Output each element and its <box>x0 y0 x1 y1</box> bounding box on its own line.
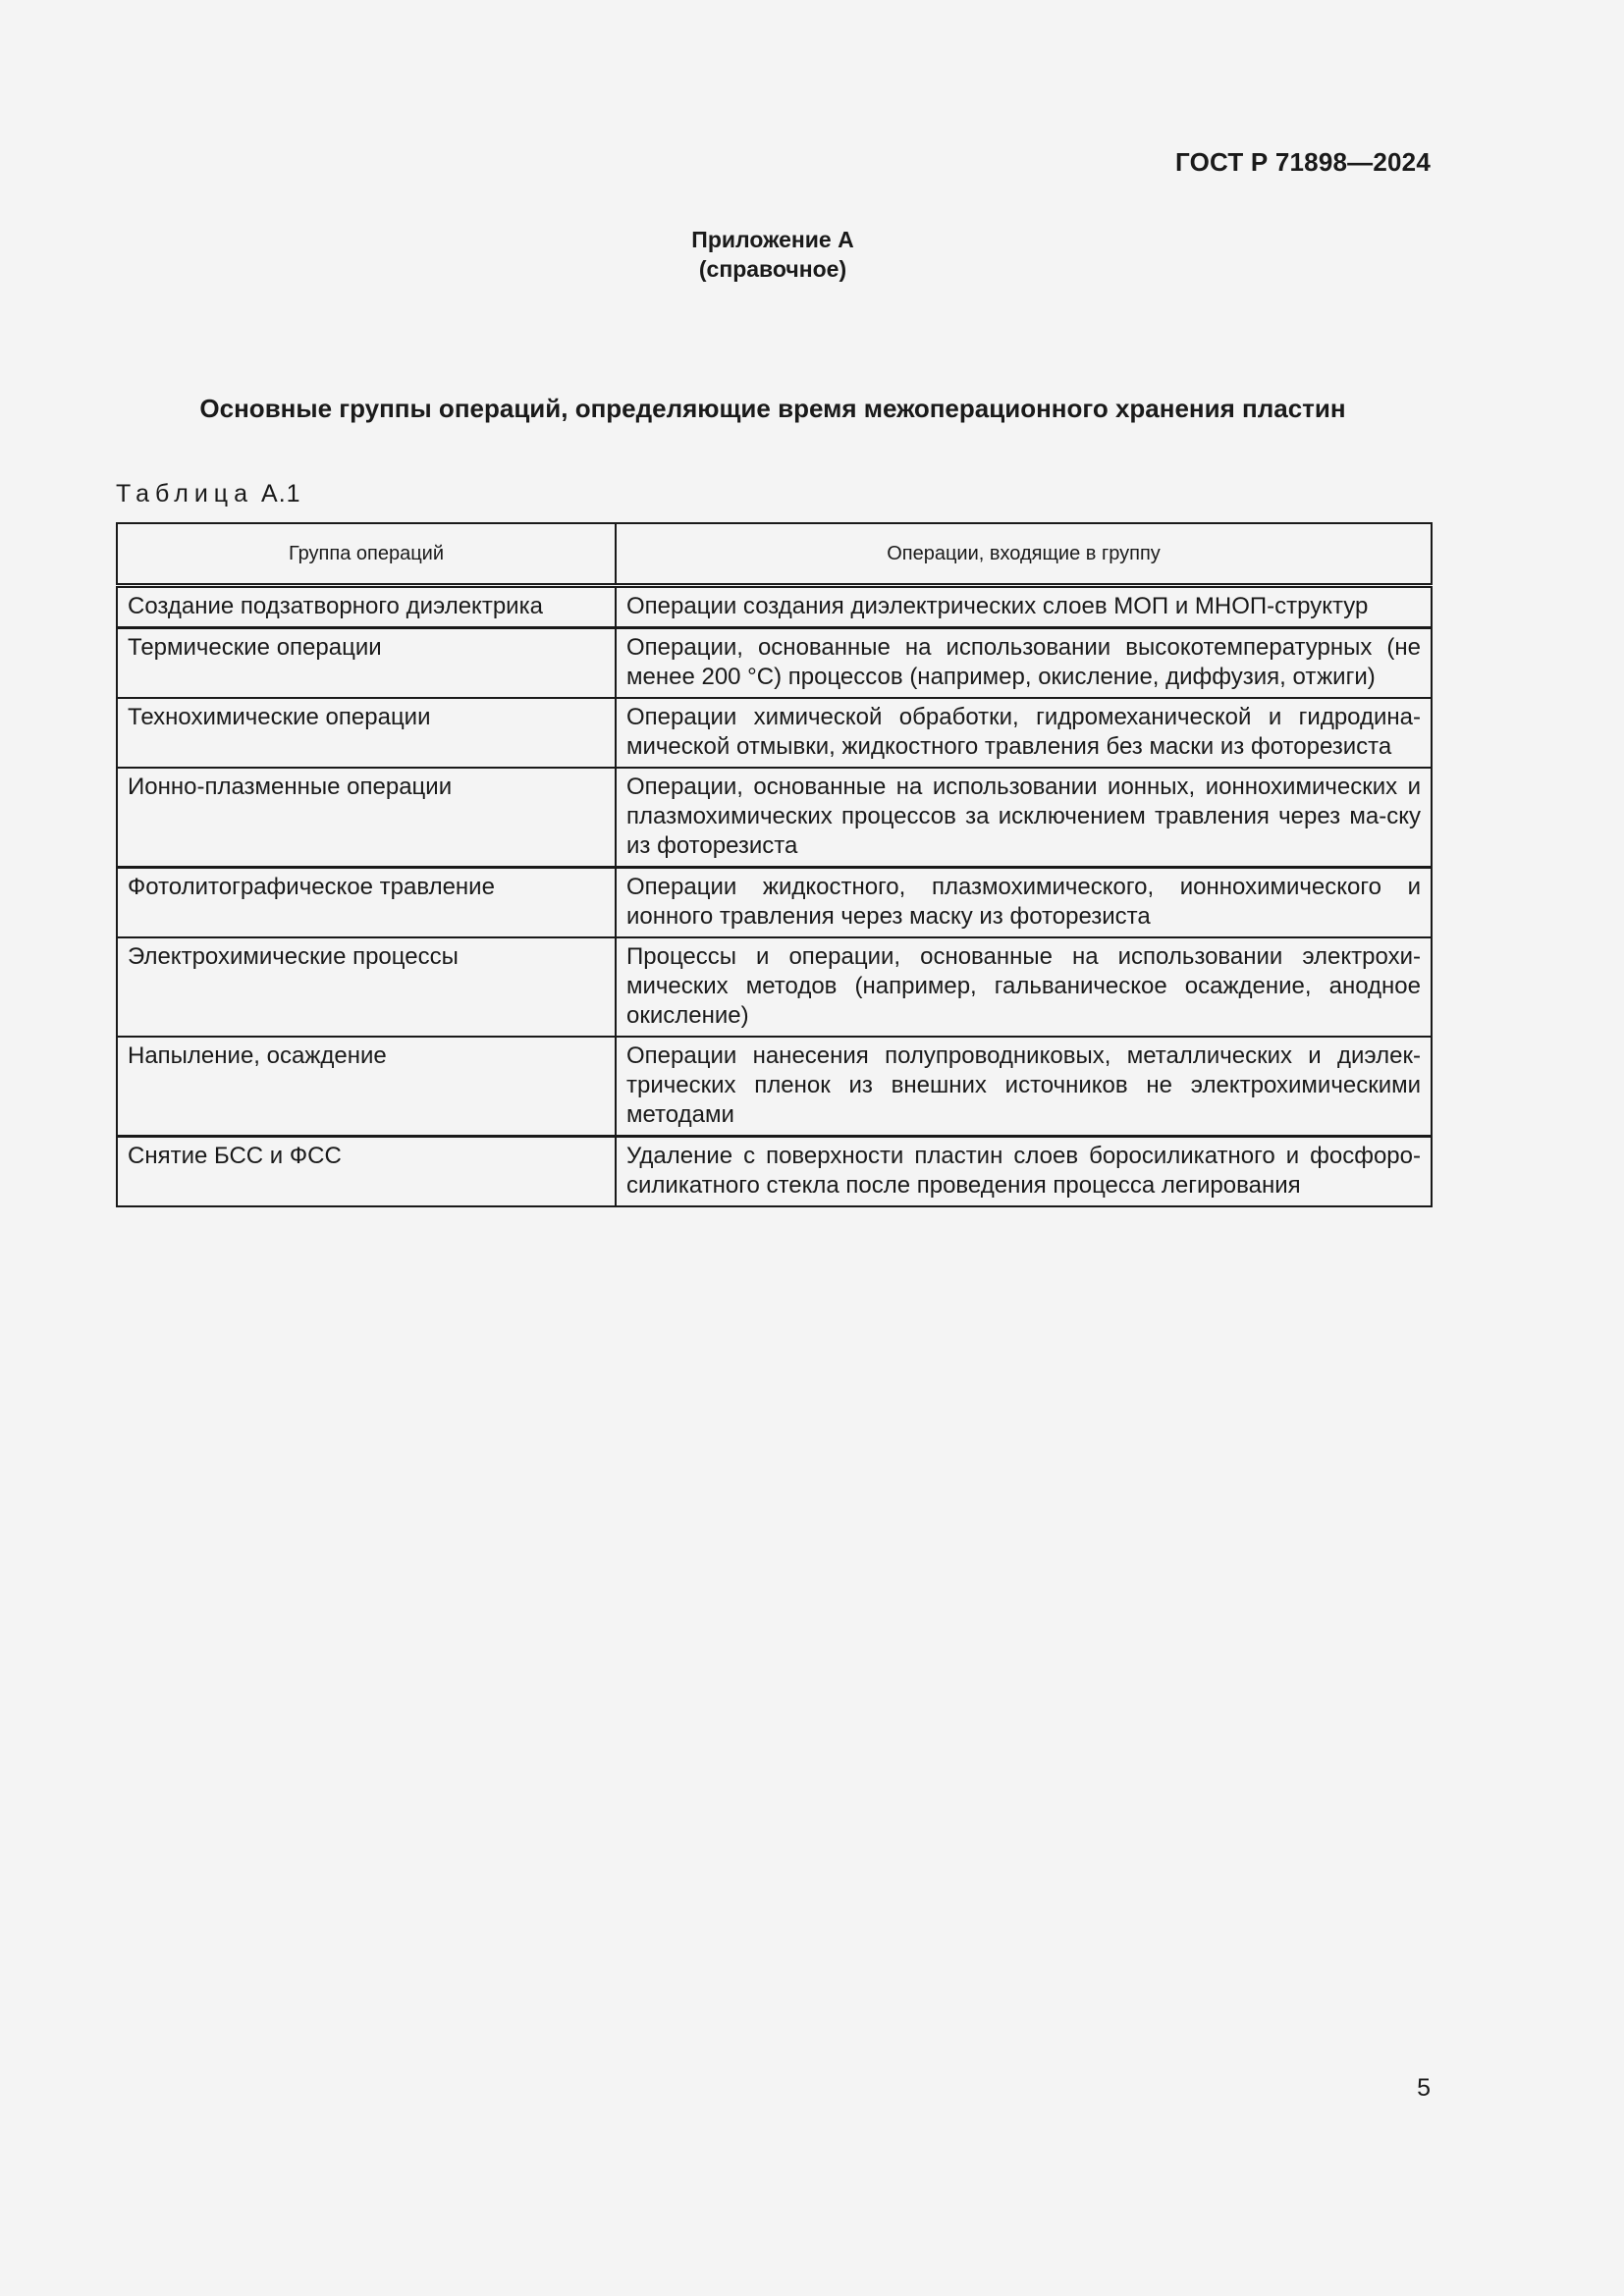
table-caption <box>116 480 301 508</box>
appendix-heading <box>0 225 1545 284</box>
section-title: Основные группы операций, определяющие время межоперационного хранения пластин <box>199 394 1346 423</box>
operations-cell: Операции, основанные на использовании высокотемпературных (не менее 200 °С) процессов (например, окисление, диффузия, отжиги) <box>616 628 1432 699</box>
group-cell: Фотолитографическое травление <box>117 868 616 938</box>
table-row <box>117 698 1432 768</box>
table-row <box>117 768 1432 868</box>
operations-cell: Удаление с поверхности пластин слоев боросиликатного и фосфоро-силикатного стекла после проведения процесса легирования <box>616 1137 1432 1207</box>
standard-code: ГОСТ Р 71898—2024 <box>1175 147 1431 177</box>
group-cell: Электрохимические процессы <box>117 937 616 1037</box>
group-cell: Ионно-плазменные операции <box>117 768 616 868</box>
column-header-operations: Операции, входящие в группу <box>616 523 1432 586</box>
operations-table <box>116 522 1433 1207</box>
operations-cell: Операции создания диэлектрических слоев МОП и МНОП-структур <box>616 586 1432 628</box>
operations-cell: Операции, основанные на использовании ионных, ионнохимических и плазмохимических процессов за исключением травления через ма-ску из фоторезиста <box>616 768 1432 868</box>
group-cell: Напыление, осаждение <box>117 1037 616 1137</box>
operations-cell: Операции химической обработки, гидромеханической и гидродина-мической отмывки, жидкостного травления без маски из фоторезиста <box>616 698 1432 768</box>
table-row <box>117 586 1432 628</box>
page-number: 5 <box>1417 2074 1431 2102</box>
table-row <box>117 868 1432 938</box>
table-row <box>117 1037 1432 1137</box>
table-row <box>117 628 1432 699</box>
group-cell: Термические операции <box>117 628 616 699</box>
operations-cell: Процессы и операции, основанные на использовании электрохи-мических методов (например, гальваническое осаждение, анодное окисление) <box>616 937 1432 1037</box>
table-row <box>117 937 1432 1037</box>
appendix-subtitle: (справочное) <box>698 256 847 282</box>
appendix-title: Приложение А <box>691 227 854 252</box>
operations-cell: Операции жидкостного, плазмохимического, ионнохимического и ионного травления через маску из фоторезиста <box>616 868 1432 938</box>
table-caption-label: Таблица <box>116 480 254 507</box>
group-cell: Технохимические операции <box>117 698 616 768</box>
group-cell: Снятие БСС и ФСС <box>117 1137 616 1207</box>
group-cell: Создание подзатворного диэлектрика <box>117 586 616 628</box>
table-caption-number: А.1 <box>261 480 301 507</box>
column-header-group: Группа операций <box>117 523 616 586</box>
operations-cell: Операции нанесения полупроводниковых, металлических и диэлек-трических пленок из внешних источников не электрохимическими методами <box>616 1037 1432 1137</box>
table-row <box>117 1137 1432 1207</box>
table-header-row <box>117 523 1432 586</box>
